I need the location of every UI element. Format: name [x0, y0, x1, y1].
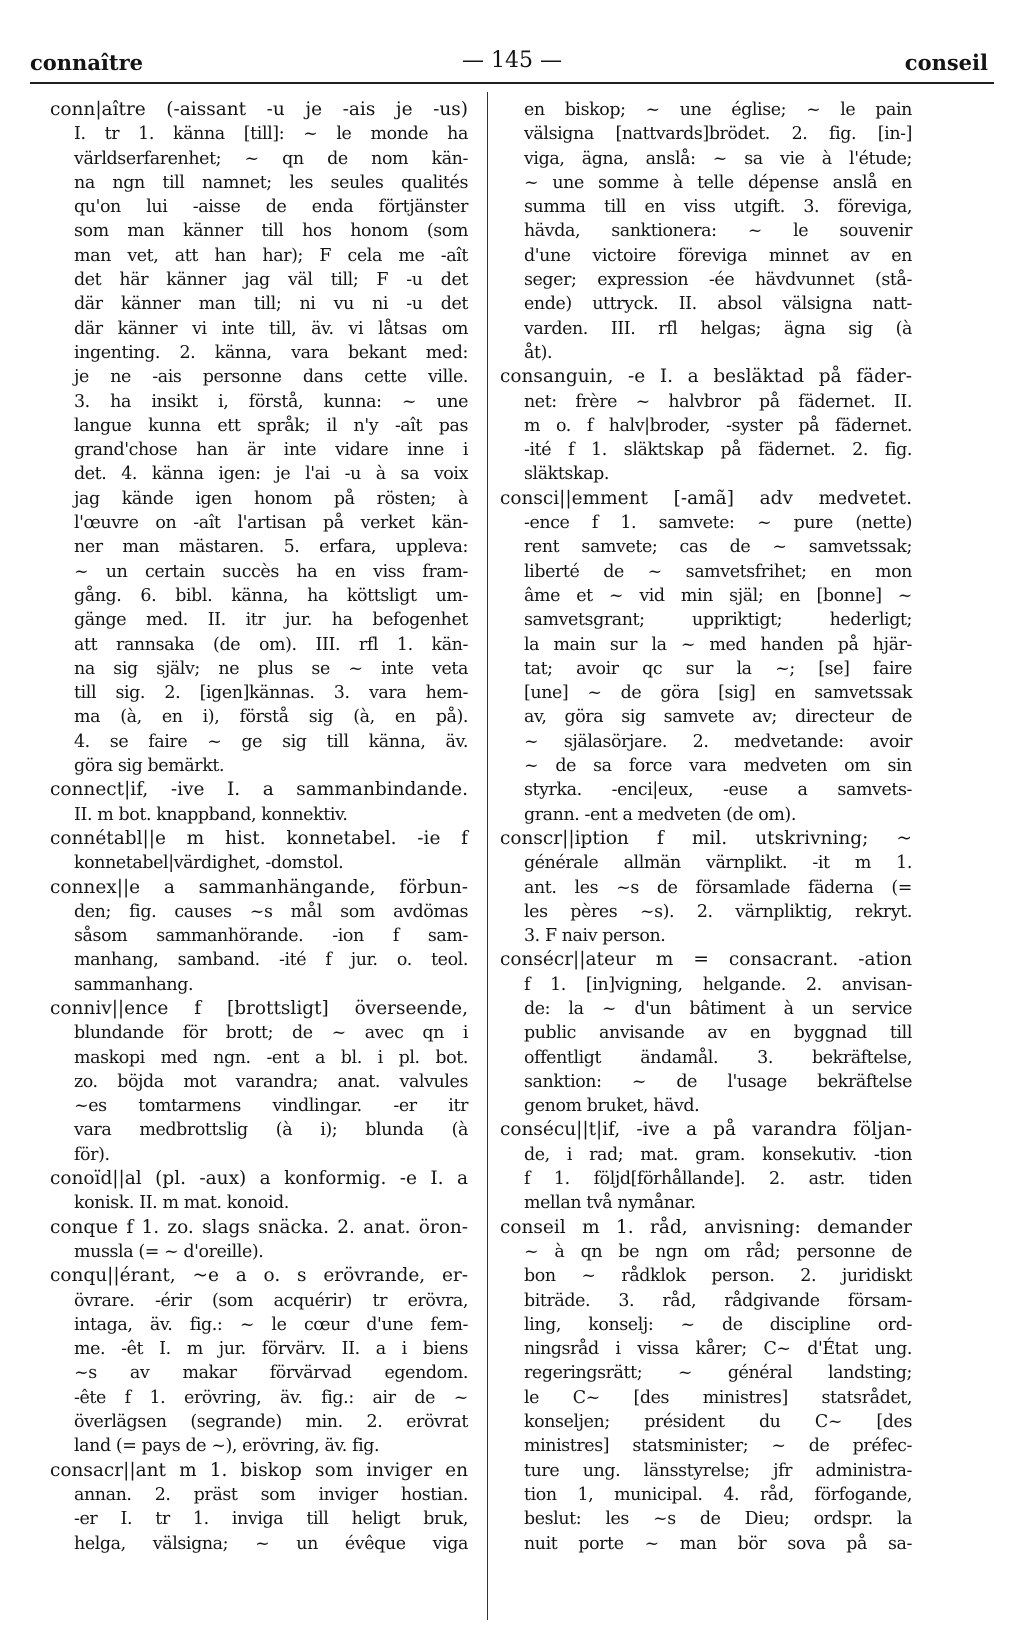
entry-line: 4. se faire ~ ge sig till känna, äv.	[74, 731, 468, 752]
entry-line: na sig själv; ne plus se ~ inte veta	[74, 658, 468, 679]
entry-headword-line: conscr||iption f mil. utskrivning; ~	[500, 827, 912, 849]
entry-line: grand'chose han är inte vidare inne i	[74, 440, 468, 461]
entry-line: ture ung. länsstyrelse; jfr administra-	[524, 1460, 912, 1481]
entry-line: le C~ [des ministres] statsrådet,	[524, 1387, 912, 1408]
entry-line: göra sig bemärkt.	[74, 756, 225, 777]
entry-line: ~ själasörjare. 2. medvetande: avoir	[524, 731, 912, 752]
entry-line: ~es tomtarmens vindlingar. -er itr	[74, 1096, 468, 1117]
header-rule	[30, 82, 994, 84]
entry-line: 3. F naiv person.	[524, 926, 666, 947]
entry-line: släktskap.	[524, 464, 609, 485]
entry-headword-line: conn|aître (-aissant -u je -ais je -us)	[50, 99, 468, 120]
entry-line: -ête f 1. erövring, äv. fig.: air de ~	[74, 1387, 468, 1408]
entry-line: seger; expression -ée hävdvunnet (stå-	[524, 270, 912, 291]
column-divider	[487, 92, 488, 1620]
entry-headword-line: conoïd||al (pl. -aux) a konformig. -e I. a	[50, 1168, 468, 1190]
entry-headword-line: connect|if, -ive I. a sammanbindande.	[50, 779, 468, 801]
entry-line: välsigna [nattvards]brödet. 2. fig. [in-]	[524, 124, 912, 145]
entry-headword-line: consci||emment [-amã] adv medvetet.	[500, 487, 912, 509]
entry-line: de: la ~ d'un bâtiment à un service	[524, 998, 912, 1019]
entry-line: gång. 6. bibl. känna, ha köttsligt um-	[74, 585, 468, 606]
entry-line: genom bruket, hävd.	[524, 1096, 700, 1117]
entry-line: bon ~ rådklok person. 2. juridiskt	[524, 1266, 912, 1287]
entry-line: ministres] statsminister; ~ de préfec-	[524, 1436, 912, 1457]
entry-headword-line: conqu||érant, ~e a o. s erövrande, er-	[50, 1265, 468, 1287]
entry-line: ingenting. 2. känna, vara bekant med:	[74, 342, 468, 363]
entry-line: rent samvete; cas de ~ samvetssak;	[524, 537, 912, 558]
entry-line: f 1. följd[förhållande]. 2. astr. tiden	[524, 1169, 912, 1190]
entry-headword-line: conque f 1. zo. slags snäcka. 2. anat. öron-	[50, 1216, 468, 1238]
entry-line: intaga, äv. fig.: ~ le cœur d'une fem-	[74, 1314, 468, 1335]
entry-line: världserfarenhet; ~ qn de nom kän-	[74, 148, 468, 169]
entry-line: ner man mästaren. 5. erfara, uppleva:	[74, 537, 468, 558]
entry-line: langue kunna ett språk; il n'y -aît pas	[74, 415, 468, 436]
entry-line: biträde. 3. råd, rådgivande försam-	[524, 1290, 912, 1311]
entry-line: samvetsgrant; uppriktigt; hederligt;	[524, 610, 912, 631]
entry-headword-line: conseil m 1. råd, anvisning: demander	[500, 1216, 912, 1238]
entry-line: mussla (= ~ d'oreille).	[74, 1241, 264, 1262]
entry-line: konnetabel|värdighet, -domstol.	[74, 853, 344, 874]
entry-line: det. 4. känna igen: je l'ai -u à sa voix	[74, 464, 468, 485]
entry-line: en biskop; ~ une église; ~ le pain	[524, 100, 912, 120]
entry-line: âme et ~ vid min själ; en [bonne] ~	[524, 585, 912, 606]
entry-headword-line: consécu||t|if, -ive a på varandra följan-	[500, 1119, 912, 1141]
entry-line: manhang, samband. -ité f jur. o. teol.	[74, 950, 468, 971]
entry-line: liberté de ~ samvetsfrihet; en mon	[524, 561, 912, 582]
entry-line: tion 1, municipal. 4. råd, förfogande,	[524, 1484, 912, 1505]
entry-line: qu'on lui -aisse de enda förtjänster	[74, 197, 468, 218]
entry-line: jag kände igen honom på rösten; à	[74, 488, 468, 509]
entry-line: les pères ~s). 2. värnpliktig, rekryt.	[524, 901, 912, 922]
entry-line: II. m bot. knappband, konnektiv.	[74, 804, 348, 825]
entry-line: ~s av makar förvärvad egendom.	[74, 1363, 468, 1384]
entry-line: f 1. [in]vigning, helgande. 2. anvisan-	[524, 974, 912, 995]
entry-line: konseljen; président du C~ [des	[524, 1412, 912, 1433]
entry-line: för).	[74, 1144, 110, 1165]
page-header	[30, 44, 994, 84]
entry-line: public anvisande av en byggnad till	[524, 1023, 912, 1044]
entry-line: helga, välsigna; ~ un évêque viga	[74, 1533, 468, 1554]
entry-line: offentligt ändamål. 3. bekräftelse,	[524, 1047, 912, 1068]
header-left-guide-word: connaître	[30, 50, 144, 75]
entry-line: tat; avoir qc sur la ~; [se] faire	[524, 658, 912, 679]
entry-line: vara medbrottslig (à i); blunda (à	[74, 1120, 468, 1141]
entry-line: styrka. -enci|eux, -euse a samvets-	[524, 780, 912, 801]
entry-line: d'une victoire föreviga minnet av en	[524, 245, 912, 266]
entry-line: m o. f halv|broder, -syster på fädernet.	[524, 415, 912, 436]
entry-line: ~ à qn be ngn om råd; personne de	[524, 1241, 912, 1262]
entry-line: konisk. II. m mat. konoid.	[74, 1193, 289, 1214]
entry-headword-line: connex||e a sammanhängande, förbun-	[50, 876, 468, 898]
entry-line: -ence f 1. samvete: ~ pure (nette)	[524, 513, 912, 534]
entry-line: regeringsrätt; ~ général landsting;	[524, 1363, 912, 1384]
entry-line: som man känner till hos honom (som	[74, 221, 468, 242]
entry-line: -er I. tr 1. inviga till heligt bruk,	[74, 1509, 468, 1530]
entry-line: att rannsaka (de om). III. rfl 1. kän-	[74, 634, 468, 655]
entry-line: ma (à, en i), förstå sig (à, en på).	[74, 707, 468, 728]
entry-line: ningsråd i vissa kårer; C~ d'État ung.	[524, 1339, 912, 1360]
entry-line: me. -êt I. m jur. förvärv. II. a i biens	[74, 1339, 468, 1360]
page-number: — 145 —	[462, 48, 562, 73]
header-right-guide-word: conseil	[904, 50, 988, 75]
entry-line: av, göra sig samvete av; directeur de	[524, 707, 912, 728]
entry-line: nuit porte ~ man bör sova på sa-	[524, 1533, 912, 1554]
entry-line: såsom sammanhörande. -ion f sam-	[74, 926, 468, 947]
entry-line: land (= pays de ~), erövring, äv. fig.	[74, 1436, 380, 1457]
entry-line: sammanhang.	[74, 974, 194, 995]
entry-line: na ngn till namnet; les seules qualités	[74, 172, 468, 193]
entry-line: åt).	[524, 342, 553, 363]
entry-line: gänge med. II. itr jur. ha befogenhet	[74, 610, 468, 631]
entry-line: ling, konselj: ~ de discipline ord-	[524, 1314, 912, 1335]
entry-line: ant. les ~s de församlade fäderna (=	[524, 877, 912, 898]
entry-line: där känner vi inte till, äv. vi låtsas om	[74, 318, 468, 339]
entry-headword-line: consécr||ateur m = consacrant. -ation	[500, 949, 912, 971]
entry-line: ~ une somme à telle dépense anslå en	[524, 172, 912, 193]
entry-line: 3. ha insikt i, förstå, kunna: ~ une	[74, 391, 468, 412]
entry-line: de, i rad; mat. gram. konsekutiv. -tion	[524, 1144, 912, 1165]
right-column	[500, 98, 912, 1556]
entry-line: ende) uttryck. II. absol välsigna natt-	[524, 294, 912, 315]
entry-line: beslut: les ~s de Dieu; ordspr. la	[524, 1509, 912, 1530]
entry-line: maskopi med ngn. -ent a bl. i pl. bot.	[74, 1047, 468, 1068]
entry-line: den; fig. causes ~s mål som avdömas	[74, 901, 468, 922]
entry-line: la main sur la ~ med handen på hjär-	[524, 634, 912, 655]
entry-line: sanktion: ~ de l'usage bekräftelse	[524, 1071, 912, 1092]
entry-line: ~ un certain succès ha en viss fram-	[74, 561, 468, 582]
entry-line: -ité f 1. släktskap på fädernet. 2. fig.	[524, 440, 912, 461]
entry-headword-line: conniv||ence f [brottsligt] överseende,	[50, 997, 468, 1019]
entry-line: net: frère ~ halvbror på fädernet. II.	[524, 391, 912, 412]
entry-line: grann. -ent a medveten (de om).	[524, 804, 796, 825]
entry-line: je ne -ais personne dans cette ville.	[74, 367, 468, 388]
entry-line: där känner man till; ni vu ni -u det	[74, 294, 468, 315]
entry-line: övrare. -érir (som acquérir) tr erövra,	[74, 1290, 468, 1311]
entry-headword-line: consacr||ant m 1. biskop som inviger en	[50, 1459, 468, 1481]
entry-line: varden. III. rfl helgas; ägna sig (à	[524, 318, 912, 339]
entry-line: viga, ägna, anslå: ~ sa vie à l'étude;	[524, 148, 912, 169]
entry-line: I. tr 1. känna [till]: ~ le monde ha	[74, 124, 468, 145]
entry-line: hävda, sanktionera: ~ le souvenir	[524, 221, 912, 242]
entry-line: blundande för brott; de ~ avec qn i	[74, 1023, 468, 1044]
entry-line: överlägsen (segrande) min. 2. erövrat	[74, 1412, 468, 1433]
entry-line: mellan två nymånar.	[524, 1193, 696, 1214]
entry-line: man vet, att han har); F cela me -aît	[74, 245, 468, 266]
entry-line: till sig. 2. [igen]kännas. 3. vara hem-	[74, 683, 468, 704]
entry-line: annan. 2. präst som inviger hostian.	[74, 1484, 468, 1505]
left-column	[50, 98, 468, 1556]
entry-headword-line: consanguin, -e I. a besläktad på fäder-	[500, 366, 912, 388]
entry-line: générale allmän värnplikt. -it m 1.	[524, 853, 912, 874]
entry-line: summa till en viss utgift. 3. föreviga,	[524, 197, 912, 218]
entry-line: ~ de sa force vara medveten om sin	[524, 756, 912, 777]
entry-line: l'œuvre on -aît l'artisan på verket kän-	[74, 513, 468, 534]
entry-line: det här känner jag väl till; F -u det	[74, 270, 468, 291]
entry-line: [une] ~ de göra [sig] en samvetssak	[524, 683, 912, 704]
entry-line: zo. böjda mot varandra; anat. valvules	[74, 1071, 468, 1092]
entry-headword-line: connétabl||e m hist. konnetabel. -ie f	[50, 827, 468, 849]
